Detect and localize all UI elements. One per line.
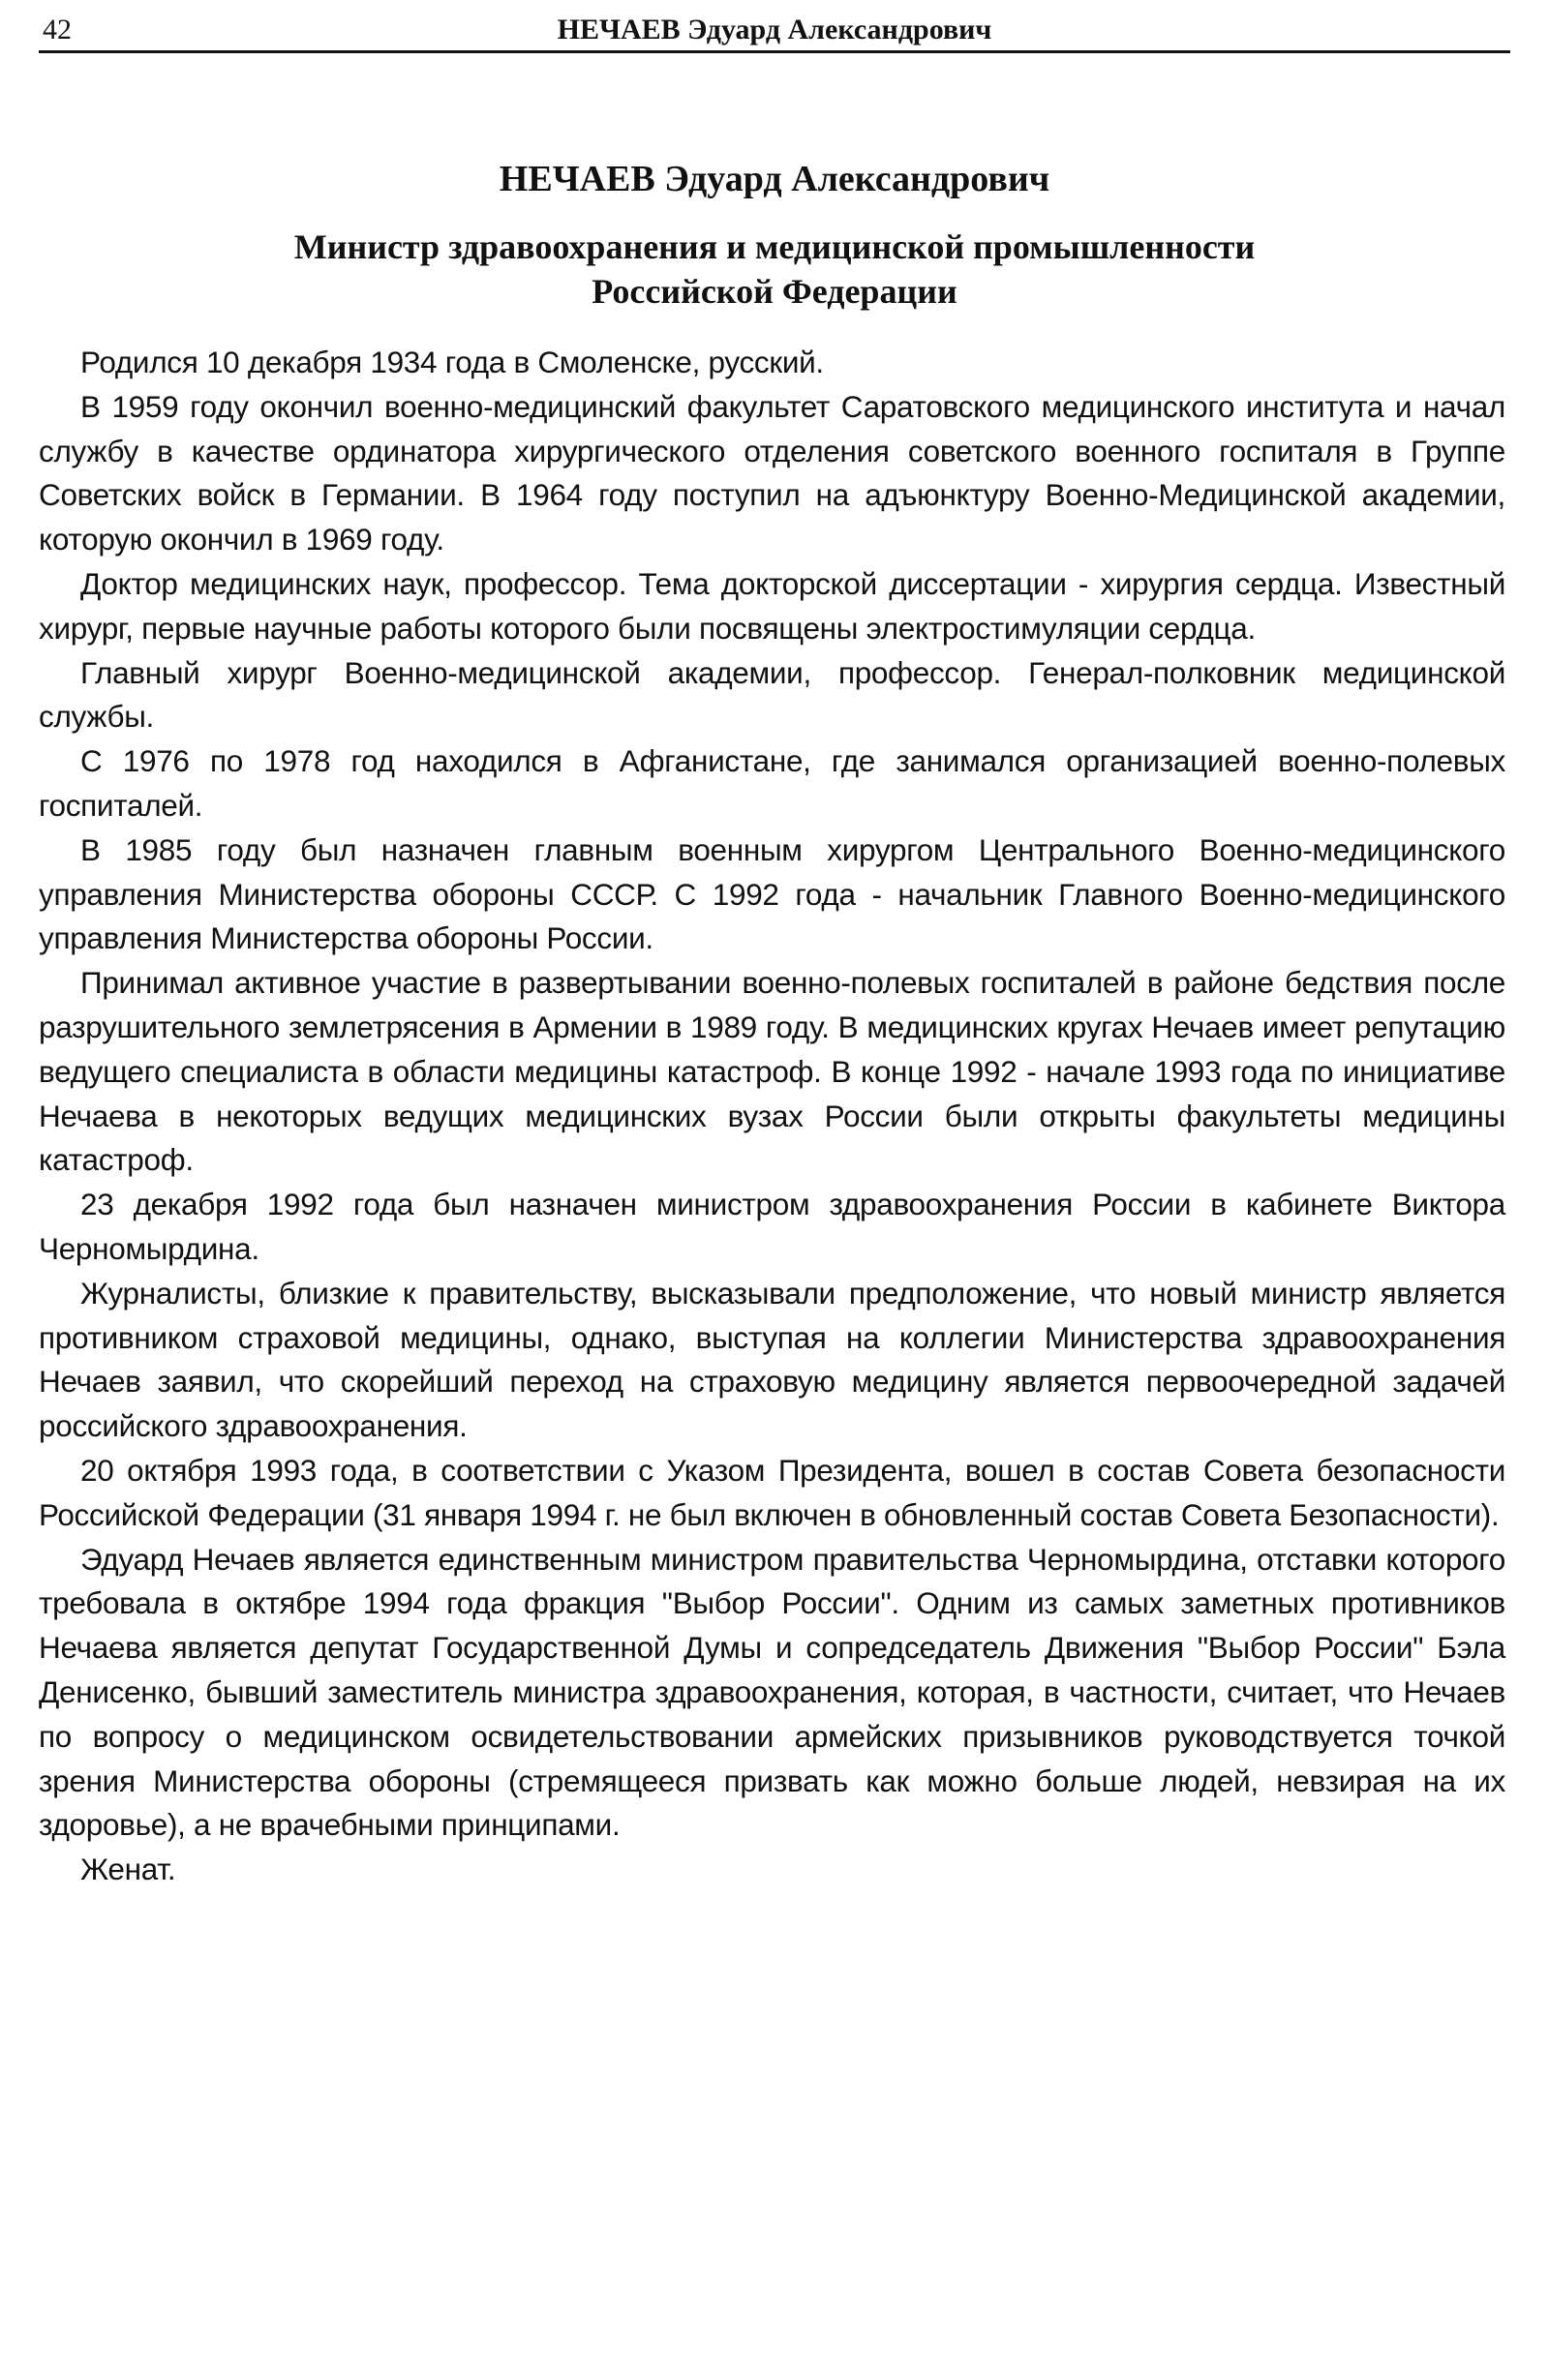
paragraph-minister: 23 декабря 1992 года был назначен министром здравоохранения России в кабинете Виктора Черномырдина.	[39, 1187, 1505, 1266]
paragraph-birth: Родился 10 декабря 1934 года в Смоленске, русский.	[80, 345, 824, 379]
paragraph-journalists: Журналисты, близкие к правительству, высказывали предположение, что новый министр является противником страховой медицины, однако, выступая на коллегии Министерства здравоохранения Нечаев заявил, что скорейший переход на страховую медицину является первоочередной задачей российского здравоохранения.	[39, 1275, 1505, 1444]
running-title: НЕЧАЕВ Эдуард Александрович	[557, 14, 992, 45]
position-heading-line-2: Российской Федерации	[592, 272, 957, 311]
paragraph-afghanistan: С 1976 по 1978 год находился в Афганистане, где занимался организацией военно-полевых госпиталей.	[39, 743, 1505, 823]
article-title-block	[39, 155, 1510, 314]
paragraph-married: Женат.	[80, 1852, 176, 1887]
biography-body	[39, 341, 1505, 1892]
paragraph-armenia: Принимал активное участие в развертывании военно-полевых госпиталей в районе бедствия после разрушительного землетрясения в Армении в 1989 году. В медицинских кругах Нечаев имеет репутацию ведущего специалиста в области медицины катастроф. В конце 1992 - начале 1993 года по инициативе Нечаева в некоторых ведущих медицинских вузах России были открыты факультеты медицины катастроф.	[39, 965, 1505, 1178]
paragraph-appointment-1985: В 1985 году был назначен главным военным хирургом Центрального Военно-медицинского управления Министерства обороны СССР. С 1992 года - начальник Главного Военно-медицинского управления Министерства обороны России.	[39, 831, 1505, 956]
paragraph-security-council: 20 октября 1993 года, в соответствии с Указом Президента, вошел в состав Совета безопасности Российской Федерации (31 января 1994 г. не был включен в обновленный состав Совета Безопасности).	[39, 1452, 1505, 1532]
running-header	[39, 8, 1510, 53]
page-number: 42	[43, 14, 72, 45]
paragraph-opponents: Эдуард Нечаев является единственным министром правительства Черномырдина, отставки которого требовала в октябре 1994 года фракция "Выбор России". Одним из самых заметных противников Нечаева является депутат Государственной Думы и сопредседатель Движения "Выбор России" Бэла Денисенко, бывший заместитель министра здравоохранения, которая, в частности, считает, что Нечаев по вопросу о медицинском освидетельствовании армейских призывников руководствуется точкой зрения Министерства обороны (стремящееся призвать как можно больше людей, невзирая на их здоровье), а не врачебными принципами.	[39, 1541, 1505, 1843]
paragraph-degree: Доктор медицинских наук, профессор. Тема докторской диссертации - хирургия сердца. Известный хирург, первые научные работы которого были посвящены электростимуляции сердца.	[39, 565, 1505, 646]
paragraph-chief-surgeon: Главный хирург Военно-медицинской академии, профессор. Генерал-полковник медицинской службы.	[39, 654, 1505, 735]
position-heading-line-1: Министр здравоохранения и медицинской промышленности	[293, 227, 1256, 266]
person-name-heading: НЕЧАЕВ Эдуард Александрович	[499, 159, 1050, 199]
paragraph-education: В 1959 году окончил военно-медицинский факультет Саратовского медицинского института и начал службу в качестве ординатора хирургического отделения советского военного госпиталя в Группе Советских войск в Германии. В 1964 году поступил на адъюнктуру Военно-Медицинской академии, которую окончил в 1969 году.	[39, 388, 1505, 557]
